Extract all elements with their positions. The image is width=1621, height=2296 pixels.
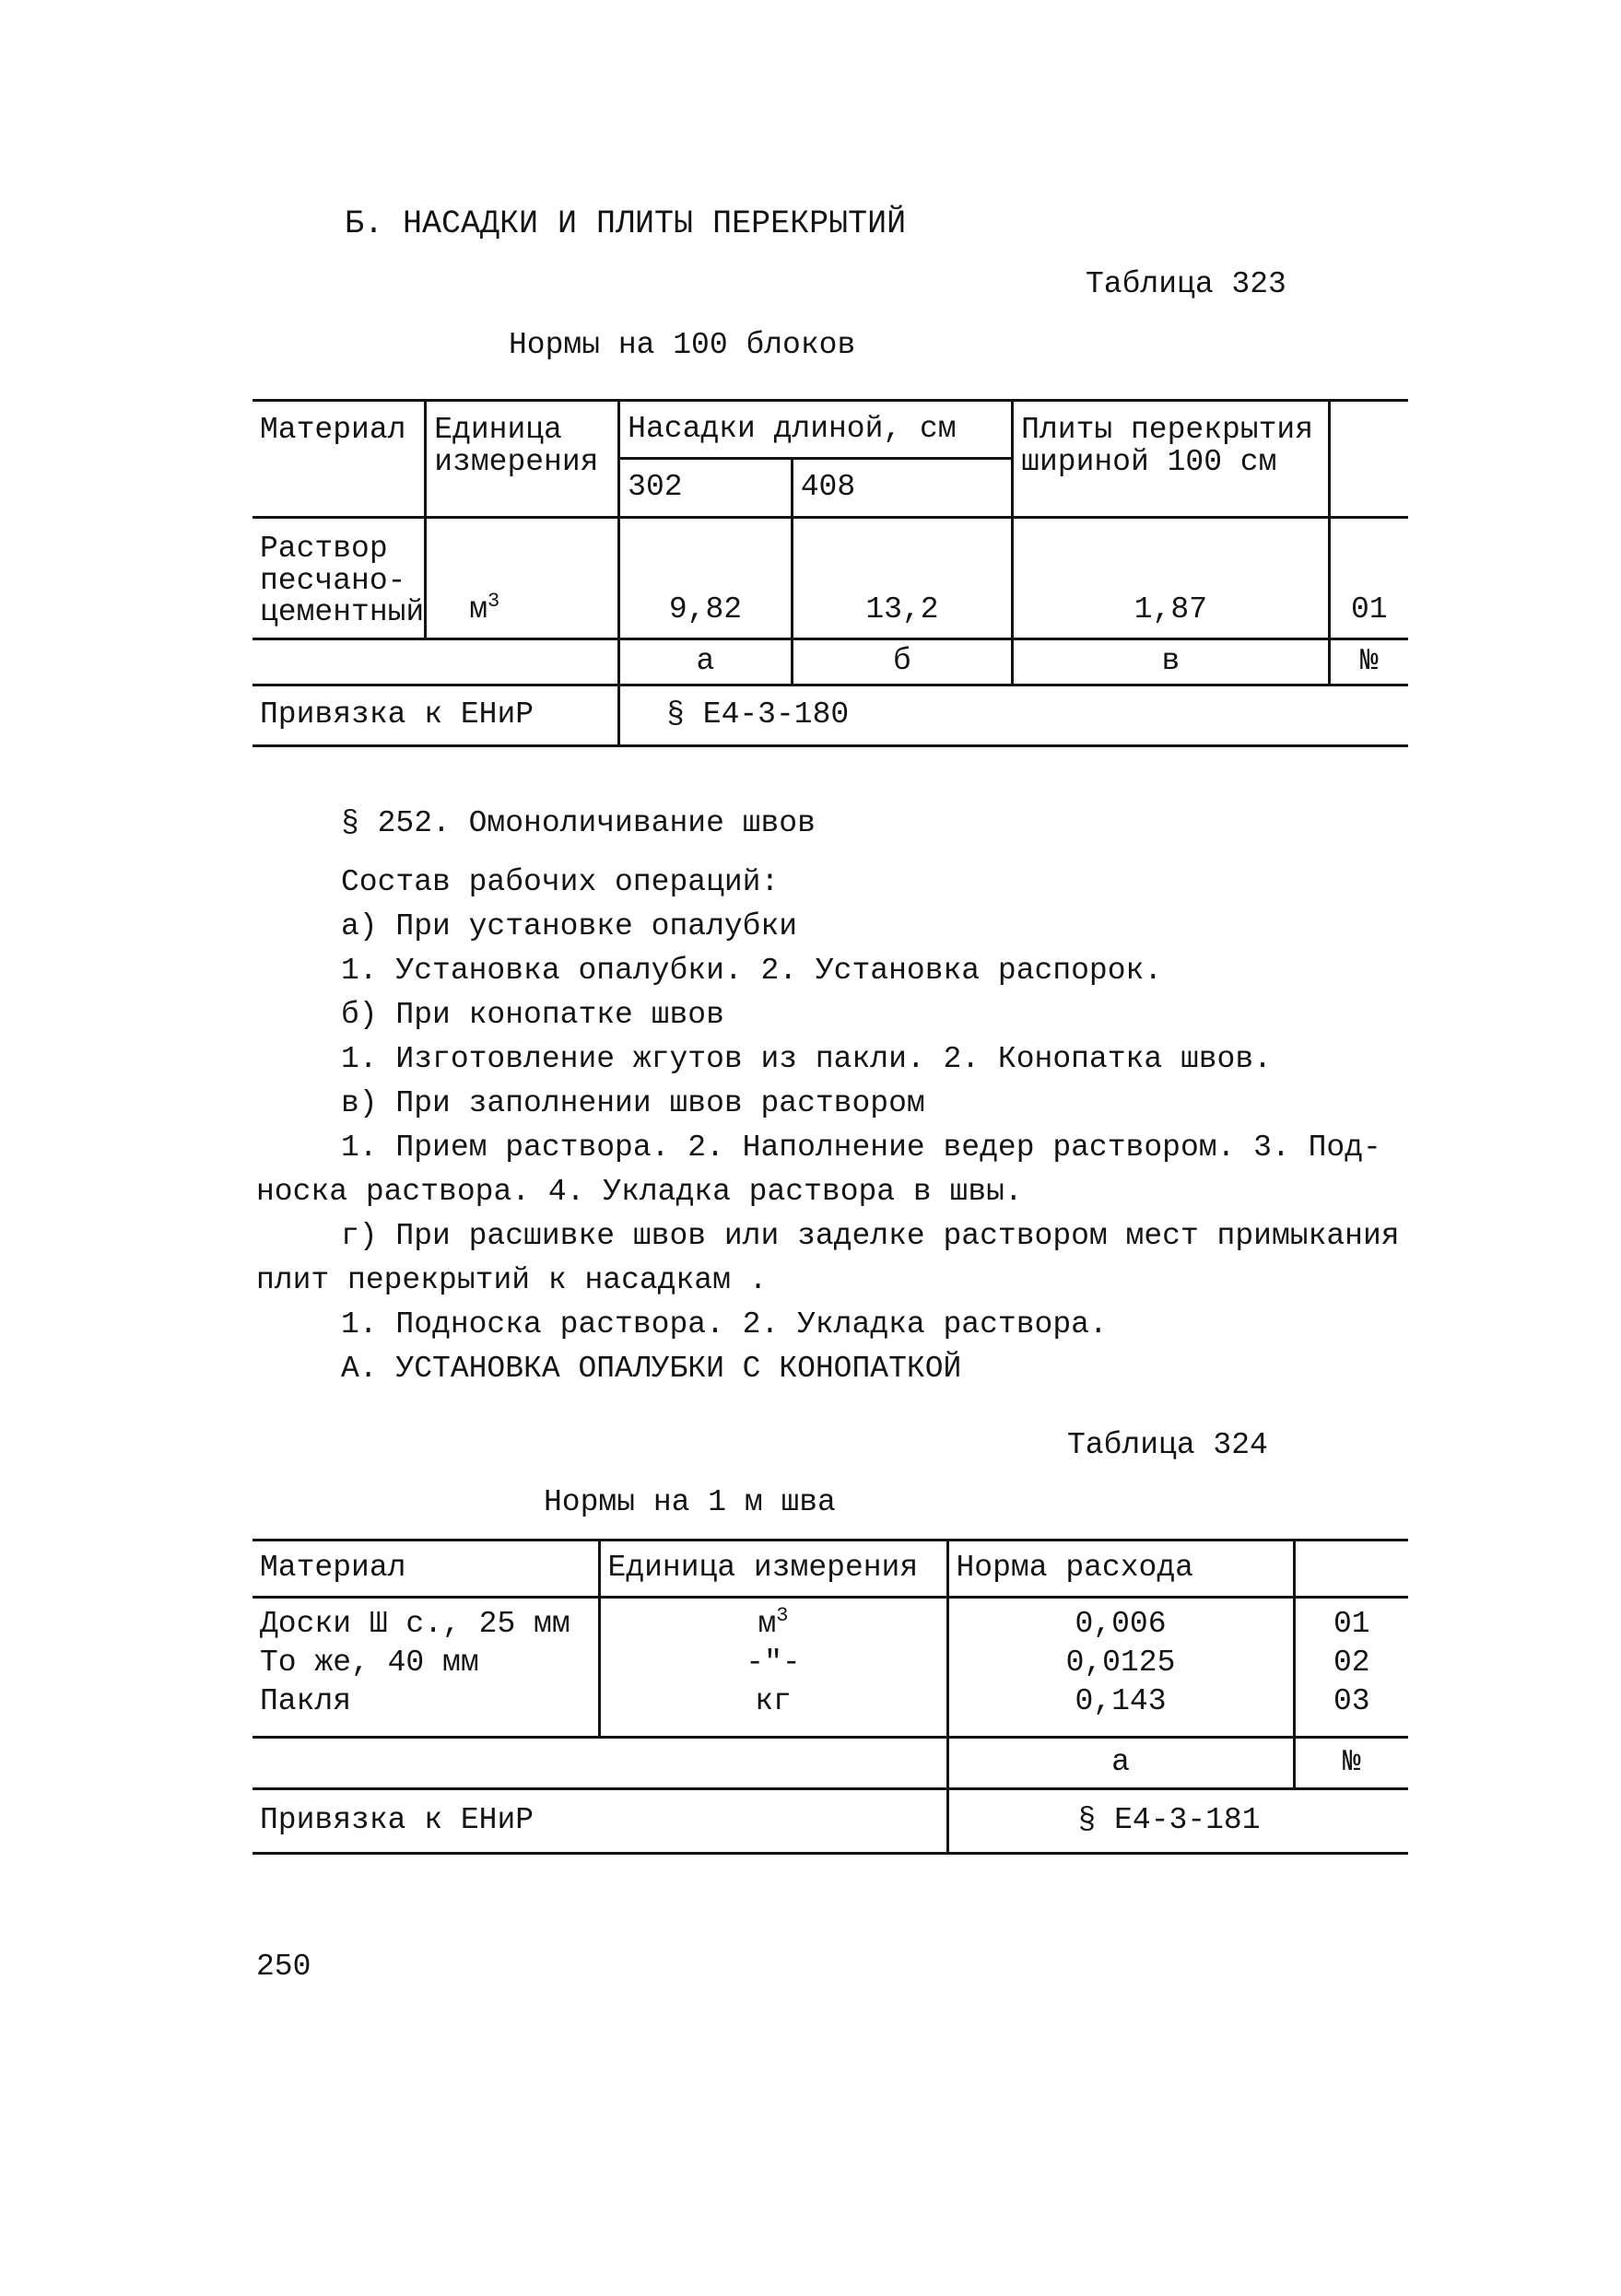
paragraph-line-6: в) При заполнении швов раствором [341,1086,925,1120]
binding-value: § Е4-3-180 [619,685,1408,746]
section-title: Б. НАСАДКИ И ПЛИТЫ ПЕРЕКРЫТИЙ [345,205,907,242]
letter-a-324: а [947,1738,1294,1789]
header-nasadki: Насадки длиной, см [619,401,1013,459]
table-323 [253,399,1408,747]
paragraph-line-10: плит перекрытий к насадкам . [256,1263,768,1297]
row-unit: $м^3$ [426,518,619,639]
row-unit-324: -"- [599,1642,947,1686]
paragraph-line-7: 1. Прием раствора. 2. Наполнение ведер раствором. 3. Под- [341,1130,1381,1165]
table-323-label: Таблица 323 [1086,267,1286,301]
header-norm-324: Норма расхода [947,1540,1294,1598]
subsection-title: А. УСТАНОВКА ОПАЛУБКИ С КОНОПАТКОЙ [341,1352,962,1386]
binding-value-324: § Е4-3-181 [947,1789,1408,1854]
header-408: 408 [792,459,1012,518]
header-unit [426,401,619,518]
header-code [1329,401,1408,518]
paragraph-line-11: 1. Подноска раствора. 2. Укладка раствора. [341,1307,1108,1341]
paragraph-line-2: а) При установке опалубки [341,909,798,943]
table-323-norm-title: Нормы на 100 блоков [509,328,856,362]
header-unit-line1: Единица [434,413,562,447]
table-324-norm-title: Нормы на 1 м шва [544,1485,836,1519]
letter-v: в [1013,639,1329,685]
header-302: 302 [619,459,793,518]
paragraph-line-1: Состав рабочих операций: [341,865,780,899]
header-plity [1013,401,1329,518]
table-row: То же, 40 мм [260,1646,479,1681]
row-value-408: 13,2 [792,518,1012,639]
paragraph-line-3: 1. Установка опалубки. 2. Установка распорок. [341,954,1163,988]
letters-spacer [253,639,619,685]
paragraph-line-5: 1. Изготовление жгутов из пакли. 2. Конопатка швов. [341,1042,1272,1076]
row-unit-324: кг [599,1686,947,1738]
paragraph-line-4: б) При конопатке швов [341,998,724,1032]
row-value-324: 0,0125 [947,1642,1294,1686]
letters-spacer-324 [253,1738,947,1789]
row-code-324: 02 [1294,1642,1408,1686]
row-code: 01 [1329,518,1408,639]
paragraph-line-8: носка раствора. 4. Укладка раствора в швы. [256,1175,1023,1209]
number-sign: № [1329,639,1408,685]
table-324-label: Таблица 324 [1067,1428,1268,1462]
row-value-324: 0,143 [947,1686,1294,1738]
letter-b: б [792,639,1012,685]
row-material-line2: песчано- [260,563,406,598]
binding-label: Привязка к ЕНиР [253,685,619,746]
row-code-324: 01 [1294,1598,1408,1642]
row-value-324: 0,006 [947,1598,1294,1642]
letter-a: а [619,639,793,685]
header-unit-line2: измерения [434,444,599,479]
row-unit-exp: 3 [487,590,500,614]
number-sign-324: № [1294,1738,1408,1789]
header-material-324: Материал [253,1540,599,1598]
header-code-324 [1294,1540,1408,1598]
row-material [253,518,426,639]
table-row: Пакля [260,1683,352,1718]
row-unit-324: $м^3$ [599,1598,947,1642]
paragraph-line-9: г) При расшивке швов или заделке раствором мест примыкания [341,1219,1400,1253]
table-row: Доски Ш с., 25 мм [260,1606,570,1641]
header-plity-line1: Плиты перекрытия [1021,413,1314,447]
row-value-plity: 1,87 [1013,518,1329,639]
row-value-302: 9,82 [619,518,793,639]
header-material: Материал [253,401,426,518]
row-material-line1: Раствор [260,532,388,566]
row-material-line3: цементный [260,595,425,630]
row-code-324: 03 [1294,1686,1408,1738]
header-plity-line2: шириной 100 см [1021,444,1277,479]
table-324 [253,1539,1408,1855]
paragraph-252 [256,802,1399,1391]
paragraph-title: § 252. Омоноличивание швов [341,806,816,840]
page-number: 250 [256,1950,311,1984]
header-unit-324: Единица измерения [599,1540,947,1598]
binding-label-324: Привязка к ЕНиР [253,1789,947,1854]
